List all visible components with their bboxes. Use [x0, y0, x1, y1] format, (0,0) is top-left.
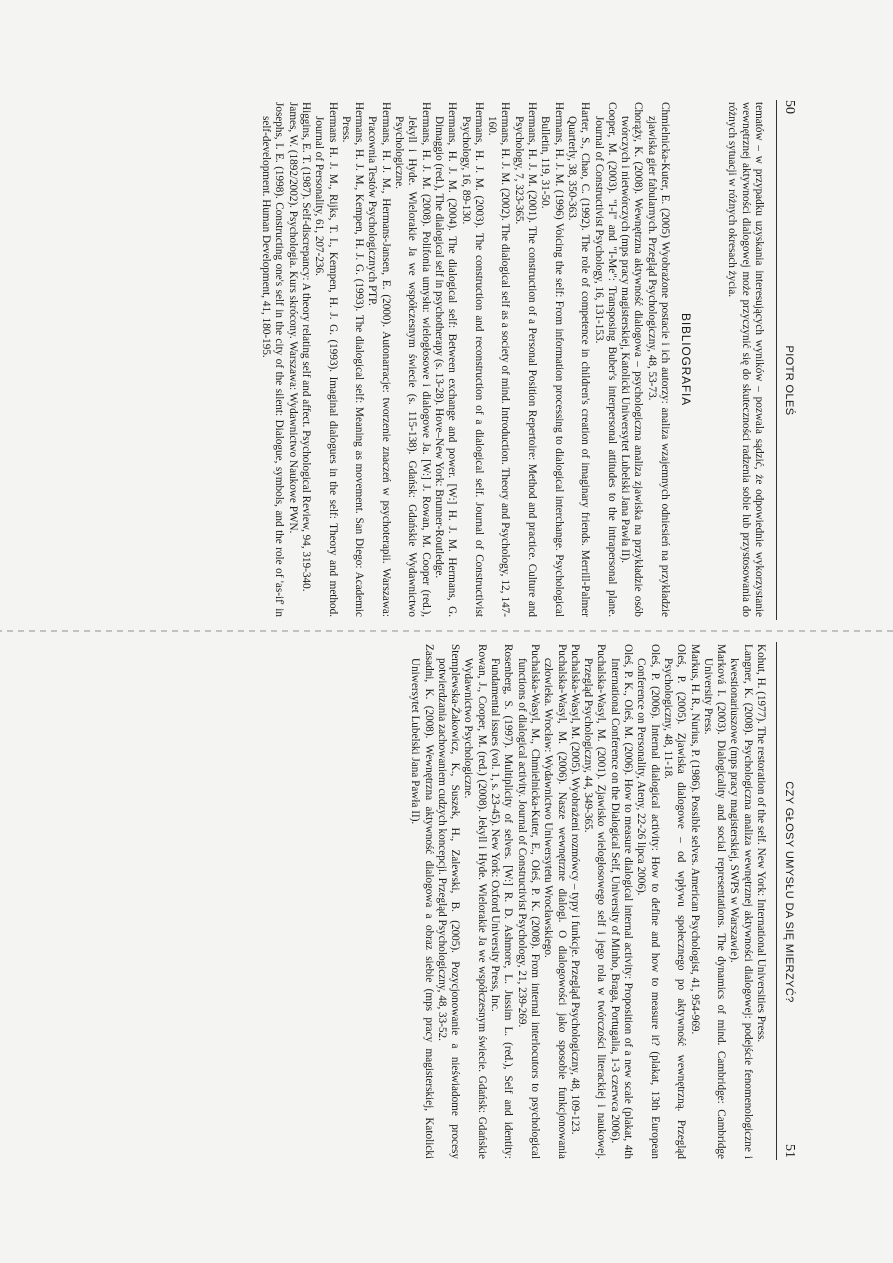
- reference-item: Stemplewska-Żakowicz, K., Suszek, H., Zalewski, B. (2005). Pozycjonowanie a nieświadome procesy potwierdzania zachowaniem cudzych koncepcji. Przegląd Psychologiczny, 48, 33-52.: [435, 644, 462, 1159]
- reference-item: Cooper, M. (2003). "I-I" and "I-Me": Transposing Buber's interpersonal attitudes to the intrapersonal plane. Journal of Constructivist Psychology, 16, 131-153.: [592, 102, 618, 617]
- reference-item: Marková I. (2003). Dialogicality and social representations. The dynamics of mind. Cambridge: Cambridge University Press.: [701, 644, 728, 1159]
- reference-item: Oleś, P. (2006). Internal dialogical activity: How to define and how to measure it? (plakat, 13th European Conference on Personality, Ateny, 22-26 lipca 2006).: [635, 644, 661, 1159]
- reference-item: Rowan, J., Cooper, M. (red.) (2008). Jekyll i Hyde. Wielorakie Ja we współczesnym świecie. Gdańsk: Gdańskie Wydawnictwo Psychologiczne.: [462, 644, 488, 1159]
- intro-text: tematów – w przypadku uzyskania interesujących wyników – pozwala sądzić, że odpowiednie wykorzystanie wewnętrznej aktywności dialogowej może przyczynić się do skuteczności radzenia sobie lub przystosowania do różnych sytuacji w różnych okresach życia.: [726, 102, 765, 617]
- reference-item: Josephs, I. E. (1998). Constructing one's self in the city of the silent: Dialogue, symbols, and the role of 'as-if' in self-development. Human Development, 41, 180-195.: [260, 102, 286, 617]
- reference-item: Markus, H. R., Nurius, P. (1986). Possible selves. American Psychologist, 41, 954-969.: [688, 644, 701, 1035]
- reference-item: Hermans, H. J. M., Kempen, H. J. G. (1993). The dialogical self: Meaning as movement. San Diego: Academic Press.: [339, 102, 366, 617]
- page-number-right: 51: [782, 1144, 797, 1158]
- reference-item: Chmielnicka-Kuter, E. (2005) Wyobrażone postacie i ich autorzy: analiza wzajemnych odniesień na przykładzie zjawiska gier fabularnych. Przegląd Psychologiczny, 48, 53-73.: [645, 102, 671, 617]
- right-page: [0, 632, 893, 1263]
- reference-item: Hermans, H. J. M. (1996) Voicing the self: From information processing to dialogical interchange. Psychological Bulletin, 119, 31-50.: [539, 102, 565, 617]
- reference-item: Higgins, E. T. (1987). Self-discrepancy: A theory relating self and affect. Psychological Review, 94, 319-340.: [299, 102, 312, 592]
- reference-item: Hermans, H. J. M. (2002). The dialogical self as a society of mind. Introduction. Theory and Psychology, 12, 147-160.: [486, 102, 512, 617]
- left-page: [0, 0, 893, 631]
- page-number-left: 50: [782, 100, 797, 114]
- reference-item: Puchalska-Wasyl, M. (2006). Nasze wewnętrzne dialogi. O dialogowości jako sposobie funkcjonowania człowieka. Wrocław: Wydawnictwo Uniwersytetu Wrocławskiego.: [542, 644, 568, 1159]
- reference-item: Puchalska-Wasyl, M., Chmielnicka-Kuter, E., Oleś, P. K. (2008). From internal interlocutors to psychological functions of dialogical activity. Journal of Constructivist Psychology, 21, 239-269.: [515, 644, 541, 1159]
- bibliography-title: BIBLIOGRAFIA: [679, 313, 693, 406]
- reference-item: Oleś, P. K., Oleś, M. (2006). How to measure dialogical internal activity: Proposition of a new scale (plakat, 4th International Conference on the Dialogical Self, University of Minho, Braga, Portugalia, 1-3 czerwca 2006).: [608, 644, 635, 1159]
- reference-item: Chorąży, K. (2008). Wewnętrzna aktywność dialogowa – psychologiczna analiza zjawiska na przykładzie osób twórczych i nietwórczych (mps pracy magisterskiej, Katolicki Uniwersytet Lubelski Jana Pawła II).: [619, 102, 645, 617]
- reference-item: Zasadni, K. (2008). Wewnętrzna aktywność dialogowa a obraz siebie (mps pracy magisterskiej, Katolicki Uniwersytet Lubelski Jana Pawła II).: [409, 644, 435, 1159]
- reference-item: James, W. (1892/2002). Psychologia. Kurs skrócony. Warszawa: Wydawnictwo Naukowe PWN.: [286, 102, 299, 534]
- reference-item: Hermans, H. J. M. (2003). The construction and reconstruction of a dialogical self. Journal of Constructivist Psychology, 16, 89-130.: [459, 102, 485, 617]
- reference-item: Hermans, H. J. M. (2008). Polifonia umysłu: wielogłosowe i dialogowe Ja. [W:] J. Rowan, M. Cooper (red.), Jekyll i Hyde. Wielorakie Ja we współczesnym świecie (s. 115-138). Gdańsk: Gdańskie Wydawnictwo Psychologiczne.: [393, 102, 432, 617]
- reference-item: Hermans H. J. M., Rijks, T. I., Kempen, H. J. G. (1993). Imaginal dialogues in the self: Theory and method. Journal of Personality, 61, 207-236.: [313, 102, 339, 617]
- reference-item: Hermans, H. J. M., Hermans-Jansen, E. (2000). Autonarracje: tworzenie znaczeń w psychoterapii. Warszawa: Pracownia Testów Psychologicznych PTP.: [366, 102, 392, 617]
- running-head-left: PIOTR OLEŚ: [783, 345, 795, 416]
- reference-item: Puchalska-Wasyl, M. (2001). Zjawisko wielogłosowego self i jego rola w twórczości literackiej i naukowej. Przegląd Psychologiczny, 44, 349-365.: [582, 644, 608, 1159]
- reference-item: Hermans, H. J. M. (2001). The construction of a Personal Position Repertoire: Method and practice. Culture and Psychology, 7, 323-365.: [512, 102, 539, 617]
- running-head-right: CZY GŁOSY UMYSŁU DA SIĘ MIERZYĆ?: [783, 781, 795, 1003]
- reference-list-right: [408, 644, 767, 1159]
- reference-item: Rosenberg, S. (1997). Multiplicity of selves. [W:] R. D. Ashmore, L. Jussim L. (red.), Self and identity: Fundamental issues (vol. 1, s. 23-45). New York: Oxford University Press, Inc.: [489, 644, 515, 1159]
- reference-item: Harter, S., Chao, C. (1992). The role of competence in children's creation of imaginary friends. Merrill-Palmer Quarterly, 38, 350-363.: [565, 102, 592, 617]
- reference-item: Langner, K. (2008). Psychologiczna analiza wewnętrznej aktywności dialogowej: podejście fenomenologiczne i kwestionariuszowe (mps pracy magisterskiej, SWPS w Warszawie).: [728, 644, 754, 1159]
- intro-paragraph: [725, 102, 765, 617]
- reference-item: Kohut, H. (1977). The restoration of the self. New York: International Universities Press.: [755, 644, 767, 1043]
- reference-item: Oleś, P. (2005). Zjawiska dialogowe – od wpływu społecznego po aktywność wewnętrzną. Przegląd Psychologiczny, 48, 11-18.: [661, 644, 688, 1159]
- header-rule-right: [776, 642, 777, 1160]
- reference-list-left: [259, 102, 671, 617]
- reference-item: Hermans, H. J. M. (2004). The dialogical self: Between exchange and power. [W:] H. J. M. Hermans, G. Dimaggio (red.), The dialogical self in psychotherapy (s. 13-28). Hove–New York: Brunner-Routledge.: [432, 102, 459, 617]
- reference-item: Puchalska-Wasyl, M. (2005). Wyobrażeni rozmówcy – typy i funkcje. Przegląd Psychologiczny, 48, 109-123.: [568, 644, 581, 1135]
- header-rule-left: [776, 100, 777, 620]
